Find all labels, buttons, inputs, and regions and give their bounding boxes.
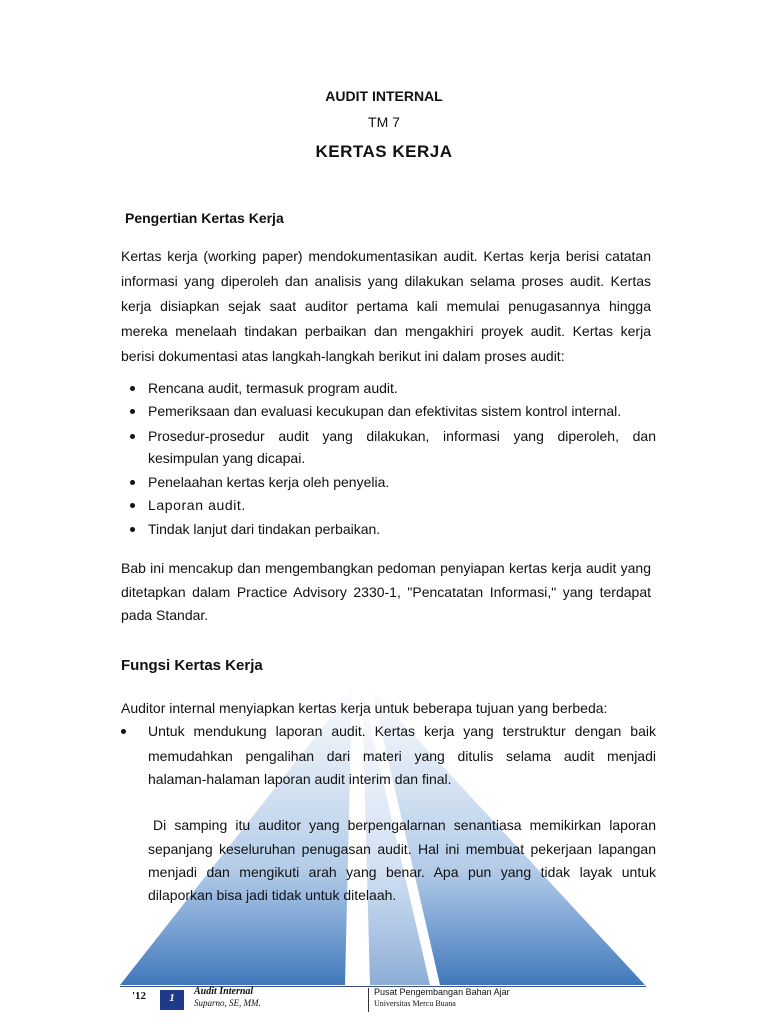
section-heading-fungsi: Fungsi Kertas Kerja: [121, 657, 263, 674]
footer-year: '12: [132, 990, 147, 1002]
list-item: Penelaahan kertas kerja oleh penyelia.: [148, 474, 390, 490]
list-item: Laporan audit.: [148, 497, 246, 513]
list-item: Pemeriksaan dan evaluasi kecukupan dan efektivitas sistem kontrol internal.: [148, 403, 622, 419]
list-item: Rencana audit, termasuk program audit.: [148, 380, 398, 396]
paragraph-line: Bab ini mencakup dan mengembangkan pedoman penyiapan kertas kerja audit yang: [121, 560, 651, 576]
page-title: KERTAS KERJA: [315, 142, 453, 161]
bullet-icon: [130, 527, 135, 532]
list-item-continuation: kesimpulan yang dicapai.: [148, 450, 306, 466]
footer-divider: [368, 988, 369, 1012]
footer-course: Audit Internal: [194, 986, 254, 997]
paragraph-line: pada Standar.: [121, 607, 209, 623]
paragraph-line: dilaporkan bisa jadi tidak untuk ditelaah.: [148, 887, 397, 903]
bullet-icon: [130, 480, 135, 485]
course-title: AUDIT INTERNAL: [325, 88, 443, 104]
bullet-icon: [121, 729, 126, 734]
paragraph-line: mereka menelaah tindakan perbaikan dan mengakhiri proyek audit. Kertas kerja: [121, 323, 651, 339]
paragraph-line: sepanjang keseluruhan penugasan audit. Hal ini membuat pekerjaan lapangan: [148, 841, 656, 857]
paragraph-line: Auditor internal menyiapkan kertas kerja untuk beberapa tujuan yang berbeda:: [121, 700, 608, 716]
paragraph-line: Kertas kerja (working paper) mendokumentasikan audit. Kertas kerja berisi catatan: [121, 248, 651, 264]
footer-page-number: 1: [169, 992, 175, 1004]
bullet-icon: [130, 434, 135, 439]
footer-center: Pusat Pengembangan Bahan Ajar: [374, 987, 510, 997]
meeting-label: TM 7: [368, 114, 400, 130]
paragraph-line: menjadi dan mengikuti arah yang benar. Apa pun yang tidak layak untuk: [148, 864, 656, 880]
paragraph-line: Di samping itu auditor yang berpengalarnan senantiasa memikirkan laporan: [153, 817, 656, 833]
paragraph-line: informasi yang diperoleh dan analisis yang dilakukan selama proses audit. Kertas: [121, 273, 651, 289]
footer-university: Universitas Mercu Buana: [374, 999, 456, 1008]
section-heading-pengertian: Pengertian Kertas Kerja: [125, 210, 284, 226]
paragraph-line: ditetapkan dalam Practice Advisory 2330-1, "Pencatatan Informasi," yang terdapat: [121, 584, 651, 600]
bullet-icon: [130, 503, 135, 508]
list-item: Untuk mendukung laporan audit. Kertas kerja yang terstruktur dengan baik: [148, 723, 656, 739]
list-item: Prosedur-prosedur audit yang dilakukan, informasi yang diperoleh, dan: [148, 428, 656, 444]
list-item-continuation: memudahkan pengalihan dari materi yang ditulis selama audit menjadi: [148, 748, 656, 764]
list-item-continuation: halaman-halaman laporan audit interim dan final.: [148, 771, 452, 787]
paragraph-line: kerja disiapkan sejak saat auditor pertama kali memulai penugasannya hingga: [121, 298, 651, 314]
bullet-icon: [130, 409, 135, 414]
bullet-icon: [130, 386, 135, 391]
paragraph-line: berisi dokumentasi atas langkah-langkah berikut ini dalam proses audit:: [121, 348, 565, 364]
footer-author: Suparno, SE, MM.: [194, 998, 261, 1008]
list-item: Tindak lanjut dari tindakan perbaikan.: [148, 521, 381, 537]
